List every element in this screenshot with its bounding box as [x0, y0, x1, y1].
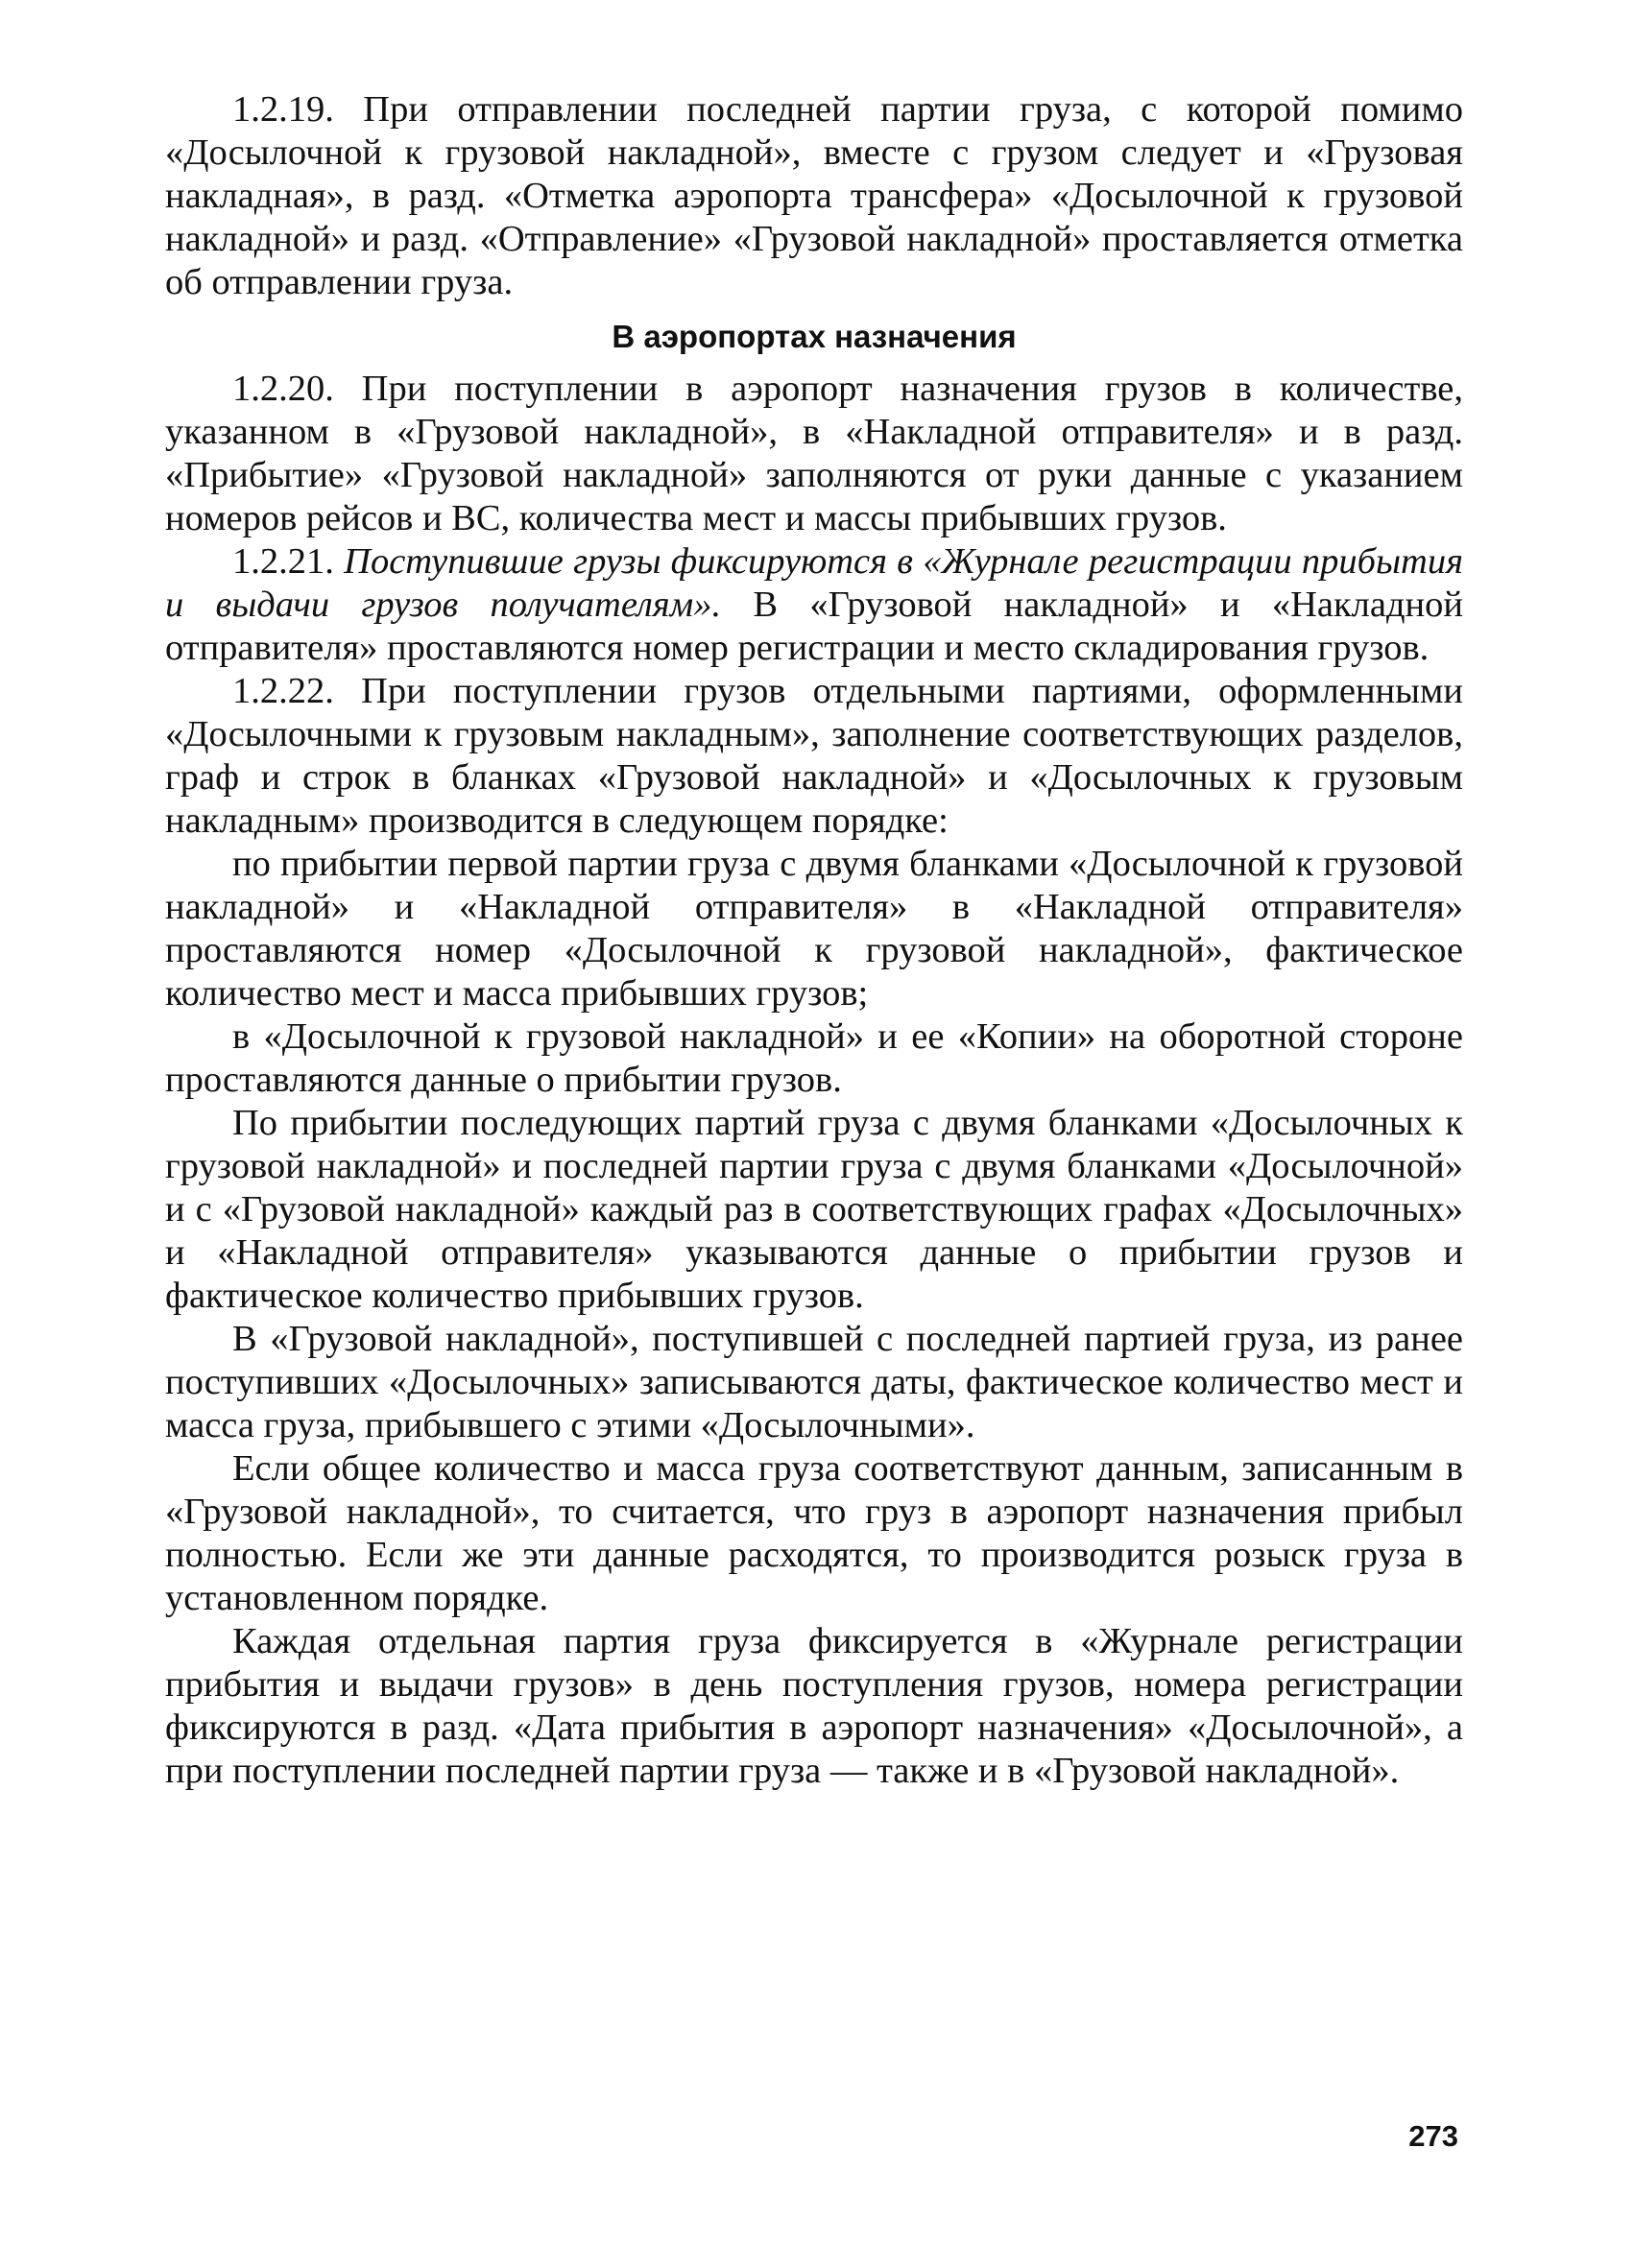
paragraph-1-2-20: 1.2.20. При поступлении в аэропорт назначения грузов в количестве, указанном в «Грузовой накладной», в «Накладной отправителя» и в разд. «Прибытие» «Грузовой накладной» заполняются от руки данные с указанием номеров рейсов и ВС, количества мест и массы прибывших грузов.: [165, 369, 1463, 538]
paragraph-reverse-side: в «Досылочной к грузовой накладной» и ее «Копии» на оборотной стороне проставляются данные о прибытии грузов.: [165, 1016, 1463, 1100]
section-heading: В аэропортах назначения: [612, 319, 1017, 354]
paragraph-1-2-21-italic: Поступившие грузы фиксируются в «Журнале регистрации прибытия и выдачи грузов получателям».: [165, 541, 1464, 625]
paragraph-total-check: Если общее количество и масса груза соответствуют данным, записанным в «Грузовой накладной», то считается, что груз в аэропорт назначения прибыл полностью. Если же эти данные расходятся, то производится розыск груза в установленном порядке.: [165, 1448, 1463, 1618]
paragraph-1-2-19: 1.2.19. При отправлении последней партии груза, с которой помимо «Досылочной к грузовой накладной», вместе с грузом следует и «Грузовая накладная», в разд. «Отметка аэропорта трансфера» «Досылочной к грузовой накладной» и разд. «Отправление» «Грузовой накладной» проставляется отметка об отправлении груза.: [165, 89, 1463, 302]
paragraph-1-2-22: 1.2.22. При поступлении грузов отдельными партиями, оформленными «Досылочными к грузовым накладным», заполнение соответствующих разделов, граф и строк в бланках «Грузовой накладной» и «Досылочных к грузовым накладным» производится в следующем порядке:: [165, 671, 1463, 841]
paragraph-first-batch: по прибытии первой партии груза с двумя бланками «Досылочной к грузовой накладной» и «Накладной отправителя» в «Накладной отправителя» проставляются номер «Досылочной к грузовой накладной», фактическое количество мест и масса прибывших грузов;: [165, 844, 1463, 1014]
paragraph-1-2-21-number: 1.2.21.: [232, 541, 334, 582]
paragraph-subsequent-batches: По прибытии последующих партий груза с двумя бланками «Досылочных к грузовой накладной» и последней партии груза с двумя бланками «Досылочной» и с «Грузовой накладной» каждый раз в соответствующих графах «Досылочных» и «Накладной отправителя» указываются данные о прибытии грузов и фактическое количество прибывших грузов.: [165, 1103, 1463, 1316]
document-page: [165, 88, 1463, 1793]
paragraph-last-batch: В «Грузовой накладной», поступившей с последней партией груза, из ранее поступивших «Досылочных» записываются даты, фактическое количество мест и масса груза, прибывшего с этими «Досылочными».: [165, 1319, 1463, 1445]
paragraph-1-2-21-rest: В «Грузовой накладной» и «Накладной отправителя» проставляются номер регистрации и место складирования грузов.: [165, 585, 1464, 668]
paragraph-each-batch: Каждая отдельная партия груза фиксируется в «Журнале регистрации прибытия и выдачи грузов» в день поступления грузов, номера регистрации фиксируются в разд. «Дата прибытия в аэропорт назначения» «Досылочной», а при поступлении последней партии груза — также и в «Грузовой накладной».: [165, 1621, 1463, 1791]
page-number: 273: [1408, 2119, 1458, 2153]
paragraph-1-2-21: [165, 540, 1463, 670]
